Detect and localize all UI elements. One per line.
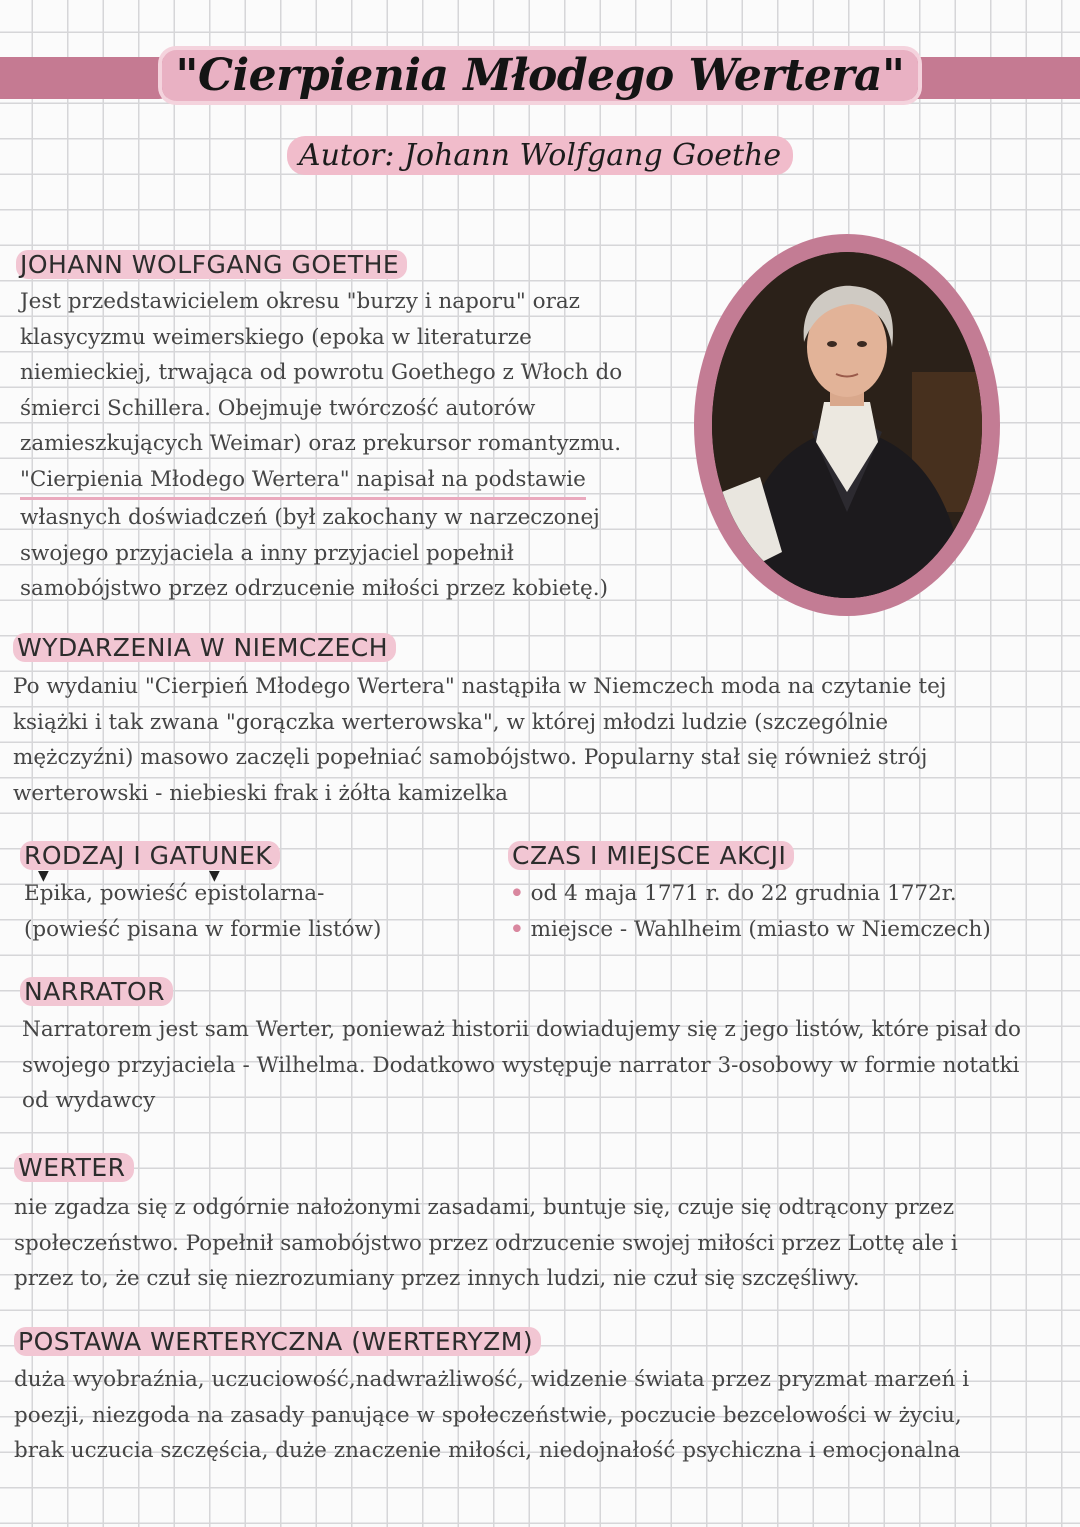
- narrator-line: od wydawcy: [22, 1088, 156, 1113]
- genre-description: [24, 876, 381, 947]
- events-line: werterowski - niebieski frak i żółta kamizelka: [13, 780, 508, 806]
- werter-line: przez to, że czuł się niezrozumiany przez innych ludzi, nie czuł się szczęśliwy.: [14, 1266, 860, 1291]
- goethe-line: Jest przedstawicielem okresu "burzy i naporu" oraz: [20, 289, 581, 314]
- events-line: Po wydaniu "Cierpień Młodego Wertera" nastąpiła w Niemczech moda na czytanie tej: [13, 674, 947, 699]
- time-place-list: [510, 876, 991, 947]
- section-heading-genre: RODZAJ I GATUNEK: [20, 841, 280, 870]
- events-description: [13, 669, 946, 811]
- werteryzm-line: brak uczucia szczęścia, duże znaczenie miłości, niedojnałość psychiczna i emocjonalna: [14, 1438, 961, 1463]
- section-heading-goethe: JOHANN WOLFGANG GOETHE: [16, 250, 407, 279]
- time-place-item: • od 4 maja 1771 r. do 22 grudnia 1772r.: [510, 881, 957, 906]
- section-heading-time-place: CZAS I MIEJSCE AKCJI: [508, 841, 794, 870]
- werteryzm-line: duża wyobraźnia, uczuciowość,nadwrażliwość, widzenie świata przez pryzmat marzeń i: [14, 1367, 970, 1392]
- werter-description: [14, 1190, 958, 1297]
- werteryzm-description: [14, 1362, 969, 1469]
- goethe-line: samobójstwo przez odrzucenie miłości przez kobietę.): [20, 576, 609, 601]
- goethe-line: własnych doświadczeń (był zakochany w narzeczonej: [20, 505, 600, 530]
- narrator-description: [22, 1012, 1021, 1119]
- author-subtitle: Autor: Johann Wolfgang Goethe: [0, 138, 1080, 173]
- time-place-item: • miejsce - Wahlheim (miasto w Niemczech): [510, 916, 991, 942]
- section-heading-werteryzm: POSTAWA WERTERYCZNA (WERTERYZM): [14, 1327, 541, 1356]
- arrow-down-icon: ▼: [38, 868, 49, 884]
- goethe-line: śmierci Schillera. Obejmuje twórczość autorów: [20, 395, 536, 421]
- narrator-line: Narratorem jest sam Werter, ponieważ historii dowiadujemy się z jego listów, które pisał do: [22, 1017, 1021, 1042]
- section-heading-narrator: NARRATOR: [20, 977, 173, 1006]
- goethe-line: "Cierpienia Młodego Wertera" napisał na podstawie: [20, 462, 586, 501]
- goethe-line: swojego przyjaciela a inny przyjaciel popełnił: [20, 540, 514, 566]
- events-line: książki i tak zwana "gorączka werterowska", w której młodzi ludzie (szczególnie: [13, 709, 889, 735]
- bullet-icon: •: [510, 916, 524, 942]
- genre-line: (powieść pisana w formie listów): [24, 916, 382, 942]
- goethe-line: zamieszkujących Weimar) oraz prekursor romantyzmu.: [20, 431, 622, 456]
- arrow-down-icon: ▼: [209, 868, 220, 884]
- bullet-icon: •: [510, 881, 524, 906]
- events-line: mężczyźni) masowo zaczęli popełniać samobójstwo. Popularny stał się również strój: [13, 745, 928, 770]
- werter-line: społeczeństwo. Popełnił samobójstwo przez odrzucenie swojej miłości przez Lottę ale i: [14, 1230, 958, 1256]
- goethe-line: niemieckiej, trwająca od powrotu Goethego z Włoch do: [20, 360, 623, 385]
- werteryzm-line: poezji, niezgoda na zasady panujące w społeczeństwie, poczucie bezcelowości w życiu,: [14, 1402, 962, 1428]
- page-title: "Cierpienia Młodego Wertera": [0, 50, 1080, 101]
- narrator-line: swojego przyjaciela - Wilhelma. Dodatkowo występuje narrator 3-osobowy w formie notatki: [22, 1052, 1020, 1078]
- section-heading-werter: WERTER: [14, 1153, 134, 1182]
- section-heading-events: WYDARZENIA W NIEMCZECH: [13, 633, 396, 662]
- werter-line: nie zgadza się z odgórnie nałożonymi zasadami, buntuje się, czuje się odtrącony przez: [14, 1195, 955, 1220]
- goethe-line: klasycyzmu weimerskiego (epoka w literaturze: [20, 324, 532, 350]
- genre-line: Epika, powieść epistolarna-: [24, 881, 325, 906]
- goethe-description: [20, 284, 622, 607]
- goethe-portrait-icon: [712, 252, 982, 598]
